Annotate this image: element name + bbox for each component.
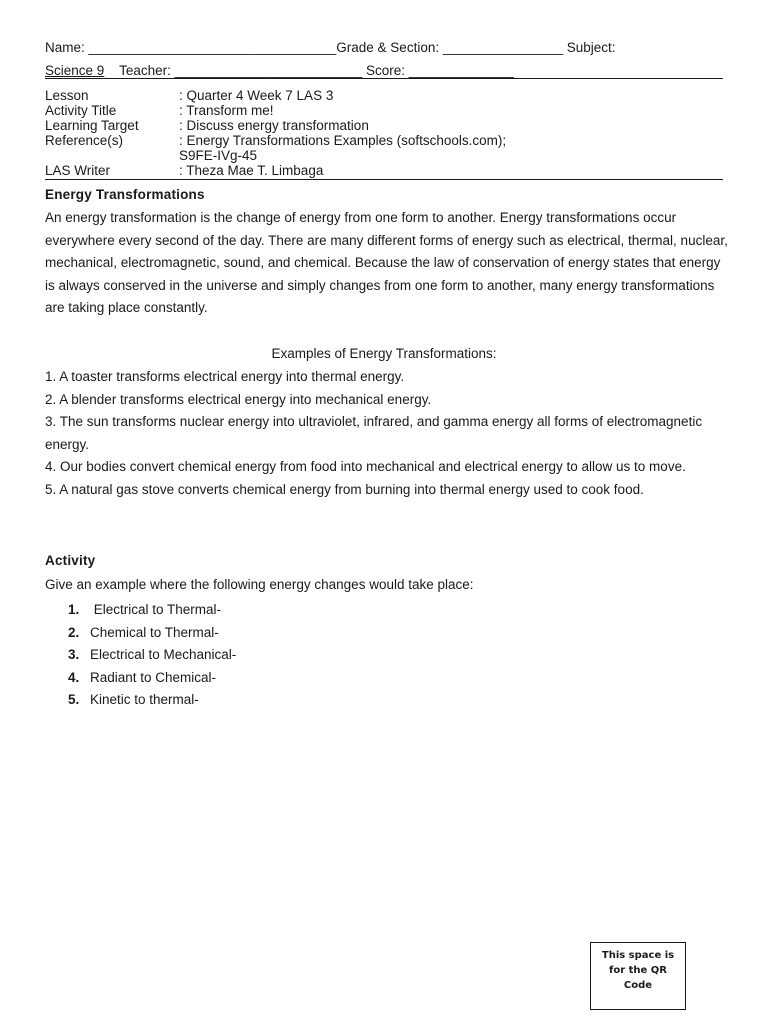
qr-text-line: for the QR xyxy=(609,965,667,976)
item-text: Electrical to Mechanical- xyxy=(90,647,237,662)
meta-label: Reference(s) xyxy=(45,133,124,148)
header-divider xyxy=(45,78,723,79)
subject-value: Science 9 xyxy=(45,63,105,78)
list-item: 3. The sun transforms nuclear energy into ultraviolet, infrared, and gamma energy all forms of electromagnetic energy. xyxy=(45,414,703,452)
item-text: Radiant to Chemical- xyxy=(90,669,217,685)
meta-label: Activity Title xyxy=(45,103,117,118)
intro-paragraph: An energy transformation is the change of energy from one form to another. Energy transformations occur everywhere every second of the day. There are many different forms of energy such as electrical, thermal, nuclear, mechanical, electromagnetic, sound, and chemical. Because the law of conservation of energy states that energy is always conserved in the universe and simply changes from one form to another, many energy transformations are taking place constantly. xyxy=(45,210,728,315)
section-title-activity: Activity xyxy=(45,553,96,568)
section-title-energy-transformations: Energy Transformations xyxy=(45,187,205,202)
meta-value: : Discuss energy transformation xyxy=(179,118,369,133)
examples-list xyxy=(45,366,729,501)
list-item: 1. A toaster transforms electrical energy into thermal energy. xyxy=(45,369,405,384)
activity-item xyxy=(68,644,236,667)
meta-row-las-writer xyxy=(45,163,723,178)
meta-label xyxy=(45,148,179,163)
meta-row-references-cont xyxy=(45,148,723,163)
meta-label: LAS Writer xyxy=(45,163,111,178)
qr-code-placeholder xyxy=(590,942,686,1010)
meta-row-references xyxy=(45,133,723,148)
qr-text-line: This space is xyxy=(601,950,675,961)
name-grade-subject-line: Name: _________________________________Grade & Section: ________________ Subject: xyxy=(45,40,616,55)
list-item: 4. Our bodies convert chemical energy from food into mechanical and electrical energy to allow us to move. xyxy=(45,459,686,474)
teacher-score-fields: Teacher: _________________________ Score: ______________ xyxy=(119,63,514,78)
activity-item xyxy=(68,599,236,622)
meta-row-lesson xyxy=(45,88,723,103)
item-number: 5. xyxy=(68,692,80,707)
activity-item xyxy=(68,622,236,645)
meta-row-learning-target xyxy=(45,118,723,133)
meta-value: : Theza Mae T. Limbaga xyxy=(179,163,324,178)
qr-text-line: Code xyxy=(623,980,653,991)
activity-instruction: Give an example where the following energy changes would take place: xyxy=(45,577,474,592)
item-number: 2. xyxy=(68,624,80,640)
lesson-info-block xyxy=(45,88,723,178)
meta-row-activity-title xyxy=(45,103,723,118)
meta-value: : Energy Transformations Examples (softschools.com); xyxy=(179,133,507,148)
activity-item xyxy=(68,667,236,690)
list-item: 2. A blender transforms electrical energy into mechanical energy. xyxy=(45,391,432,407)
meta-value: S9FE-IVg-45 xyxy=(179,148,258,163)
subject-teacher-score-line xyxy=(45,63,514,79)
item-text: Chemical to Thermal- xyxy=(90,624,219,640)
meta-value: : Quarter 4 Week 7 LAS 3 xyxy=(179,88,334,103)
item-text: Kinetic to thermal- xyxy=(90,692,199,707)
activity-list xyxy=(68,599,236,712)
list-item: 5. A natural gas stove converts chemical energy from burning into thermal energy used to cook food. xyxy=(45,481,644,497)
meta-label: Lesson xyxy=(45,88,89,103)
meta-divider xyxy=(45,179,723,180)
item-number: 4. xyxy=(68,669,80,685)
meta-label: Learning Target xyxy=(45,118,139,133)
item-number: 3. xyxy=(68,647,80,662)
item-number: 1. xyxy=(68,602,80,617)
examples-title: Examples of Energy Transformations: xyxy=(271,346,497,361)
item-text: Electrical to Thermal- xyxy=(90,602,222,617)
activity-item xyxy=(68,689,236,712)
meta-value: : Transform me! xyxy=(179,103,274,118)
